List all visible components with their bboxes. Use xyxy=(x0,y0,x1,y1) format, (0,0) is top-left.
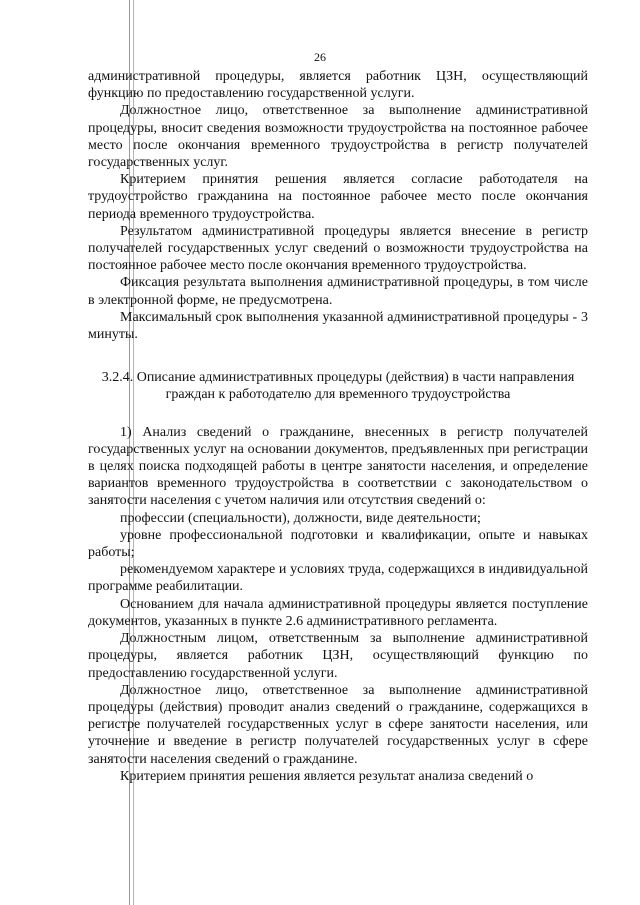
paragraph: рекомендуемом характере и условиях труда, содержащихся в индивидуальной программе реабилитации. xyxy=(88,562,588,595)
paragraph-group-bottom xyxy=(88,424,588,785)
paragraph: 1) Анализ сведений о гражданине, внесенных в регистр получателей государственных услуг на основании документов, предъявленных при регистрации в целях поиска подходящей работы в центре занятости населения, и определение вариантов временного трудоустройства в соответствии с законодательством о занятости населения с учетом наличия или отсутствия сведений о: xyxy=(88,424,588,509)
paragraph: административной процедуры, является работник ЦЗН, осуществляющий функцию по предоставлению государственной услуги. xyxy=(88,69,588,102)
paragraph: профессии (специальности), должности, виде деятельности; xyxy=(120,510,481,526)
paragraph: уровне профессиональной подготовки и квалификации, опыте и навыках работы; xyxy=(88,527,588,561)
paragraph-group-top xyxy=(88,68,588,343)
paragraph: Критерием принятия решения является результат анализа сведений о xyxy=(120,768,534,784)
paragraph: Максимальный срок выполнения указанной административной процедуры - 3 минуты. xyxy=(88,309,588,343)
section-heading: 3.2.4. Описание административных процедуры (действия) в части направления граждан к работодателю для временного трудоустройства xyxy=(101,370,575,403)
paragraph: Результатом административной процедуры является внесение в регистр получателей государственных услуг сведений о возможности трудоустройства на постоянное рабочее место после окончания временного трудоустройства. xyxy=(88,223,588,274)
paragraph: Должностное лицо, ответственное за выполнение административной процедуры, вносит сведения возможности трудоустройства на постоянное рабочее место после окончания временного трудоустройства в регистр получателей государственных услуг. xyxy=(88,103,588,171)
paragraph: Фиксация результата выполнения административной процедуры, в том числе в электронной форме, не предусмотрена. xyxy=(88,275,588,308)
document-body xyxy=(88,68,588,785)
paragraph: Должностное лицо, ответственное за выполнение административной процедуры (действия) проводит анализ сведений о гражданине, содержащихся в регистре получателей государственных услуг в сфере занятости населения, или уточнение и введение в регистр получателей государственных услуг в сфере занятости населения сведений о гражданине. xyxy=(88,682,588,767)
paragraph: Критерием принятия решения является согласие работодателя на трудоустройство гражданина на постоянное рабочее место после окончания периода временного трудоустройства. xyxy=(88,172,588,222)
paragraph: Основанием для начала административной процедуры является поступление документов, указанных в пункте 2.6 административного регламента. xyxy=(88,596,588,629)
page-number: 26 xyxy=(314,50,326,64)
paragraph: Должностным лицом, ответственным за выполнение административной процедуры, является работник ЦЗН, осуществляющий функцию по предоставлению государственной услуги. xyxy=(88,631,588,681)
